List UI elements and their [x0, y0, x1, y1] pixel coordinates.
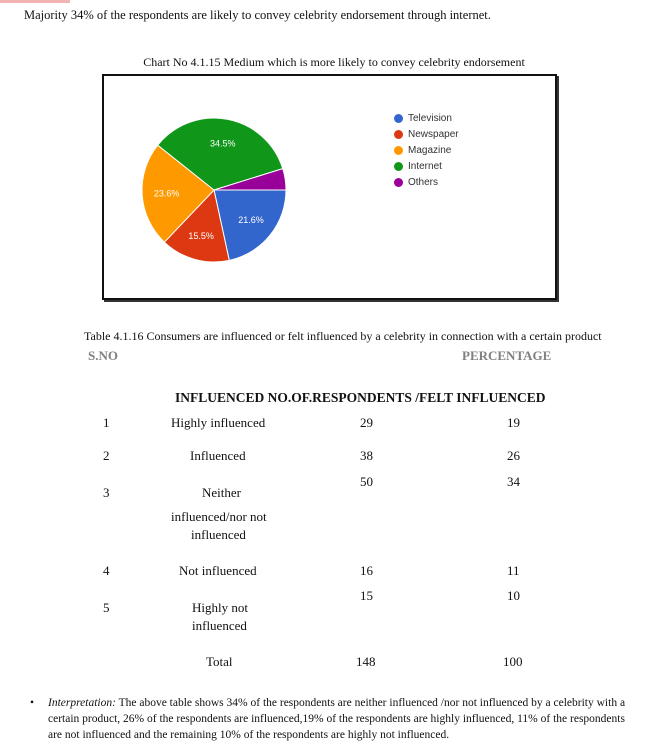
row-5-sno: 5	[103, 600, 110, 615]
row-5-respondents: 15	[360, 588, 373, 603]
row-3-respondents: 50	[360, 474, 373, 489]
row-4-label: Not influenced	[179, 563, 257, 578]
interpretation-paragraph	[30, 695, 640, 743]
pie-chart	[104, 76, 555, 298]
chart-legend	[394, 110, 459, 190]
interpretation-text: The above table shows 34% of the respondents are neither influenced /nor not influenced by a celebrity with a certain product, 26% of the respondents are influenced,19% of the respondents are highly influenced, 11% of the respondents are not influenced and the remaining 10% of the respondents are highly not influenced.	[48, 697, 626, 741]
legend-item-internet	[394, 158, 459, 174]
pie-label-internet: 34.5%	[209, 138, 236, 149]
header-main: INFLUENCED NO.OF.RESPONDENTS /FELT INFLUENCED	[175, 390, 546, 405]
total-respondents: 148	[356, 654, 376, 669]
legend-swatch-others	[394, 178, 403, 187]
legend-swatch-television	[394, 114, 403, 123]
row-4-sno: 4	[103, 563, 110, 578]
row-4-percentage: 11	[507, 563, 520, 578]
pie-chart-frame	[102, 74, 557, 300]
row-1-label: Highly influenced	[171, 415, 266, 430]
bullet-marker: •	[30, 697, 35, 709]
intro-text: Majority 34% of the respondents are likely to convey celebrity endorsement through internet.	[24, 8, 491, 22]
row-5-label-line-1: Highly not	[192, 600, 248, 615]
table-caption: Table 4.1.16 Consumers are influenced or felt influenced by a celebrity in connection with a certain product	[84, 329, 602, 343]
row-3-sno: 3	[103, 485, 110, 500]
total-label: Total	[206, 654, 233, 669]
chart-caption: Chart No 4.1.15 Medium which is more likely to convey celebrity endorsement	[143, 55, 525, 69]
legend-label-newspaper: Newspaper	[408, 128, 459, 140]
header-sno: S.NO	[88, 348, 118, 363]
legend-item-newspaper	[394, 126, 459, 142]
legend-item-television	[394, 110, 459, 126]
row-3-percentage: 34	[507, 474, 520, 489]
row-1-percentage: 19	[507, 415, 520, 430]
header-percentage: PERCENTAGE	[462, 348, 552, 363]
pie-label-newspaper: 15.5%	[188, 230, 214, 241]
legend-swatch-newspaper	[394, 130, 403, 139]
legend-item-magazine	[394, 142, 459, 158]
row-3-label-line-3: influenced	[191, 527, 246, 542]
top-decoration	[0, 0, 668, 3]
legend-swatch-internet	[394, 162, 403, 171]
interpretation-label: Interpretation:	[48, 697, 116, 709]
row-5-percentage: 10	[507, 588, 520, 603]
legend-swatch-magazine	[394, 146, 403, 155]
row-1-respondents: 29	[360, 415, 373, 430]
row-2-respondents: 38	[360, 448, 373, 463]
row-3-label-line-2: influenced/nor not	[171, 509, 267, 524]
row-5-label-line-2: influenced	[192, 618, 247, 633]
row-2-label: Influenced	[190, 448, 246, 463]
pie-label-television: 21.6%	[238, 214, 264, 225]
legend-label-television: Television	[408, 112, 452, 124]
pie-label-magazine: 23.6%	[153, 188, 180, 199]
row-4-respondents: 16	[360, 563, 373, 578]
row-3-label-line-1: Neither	[202, 485, 241, 500]
legend-label-internet: Internet	[408, 160, 442, 172]
row-1-sno: 1	[103, 415, 110, 430]
legend-item-others	[394, 174, 459, 190]
total-percentage: 100	[503, 654, 523, 669]
row-2-percentage: 26	[507, 448, 520, 463]
legend-label-magazine: Magazine	[408, 144, 452, 156]
legend-label-others: Others	[408, 176, 439, 188]
row-2-sno: 2	[103, 448, 110, 463]
